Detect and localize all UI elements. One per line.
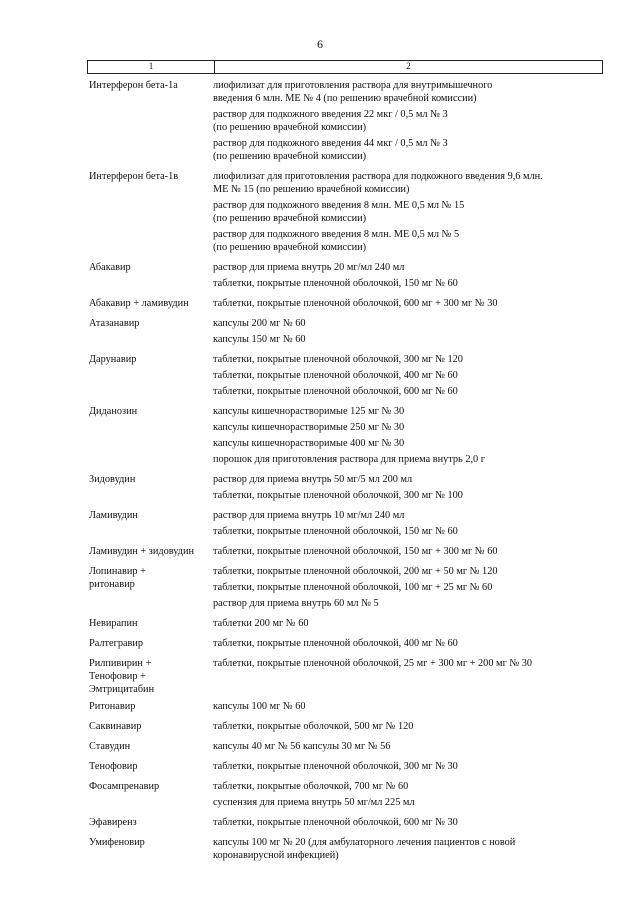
dosage-forms	[213, 405, 603, 469]
dosage-form-item: таблетки, покрытые пленочной оболочкой, 100 мг + 25 мг № 60	[213, 582, 493, 593]
drug-name: Диданозин	[89, 406, 138, 417]
drug-table	[87, 60, 603, 865]
drug-name: Фосампренавир	[89, 781, 160, 792]
dosage-form-item: капсулы 40 мг № 56 капсулы 30 мг № 56	[213, 741, 391, 752]
dosage-form-item: раствор для приема внутрь 50 мг/5 мл 200 мл	[213, 474, 413, 485]
dosage-form-item: таблетки, покрытые пленочной оболочкой, 300 мг № 100	[213, 490, 463, 501]
drug-name: Ламивудин + зидовудин	[89, 546, 195, 557]
drug-name: Ставудин	[89, 741, 131, 752]
table-row	[87, 700, 603, 716]
dosage-forms	[213, 79, 603, 166]
drug-name: Умифеновир	[89, 837, 145, 848]
dosage-form-item: суспензия для приема внутрь 50 мг/мл 225 мл	[213, 797, 415, 808]
drug-name: Невирапин	[89, 618, 138, 629]
table-row	[87, 740, 603, 756]
table-row	[87, 317, 603, 349]
drug-name: Абакавир + ламивудин	[89, 298, 189, 309]
dosage-form-item: порошок для приготовления раствора для приема внутрь 2,0 г	[213, 454, 485, 465]
dosage-form-item: капсулы кишечнорастворимые 250 мг № 30	[213, 422, 405, 433]
dosage-form-item: таблетки, покрытые пленочной оболочкой, 300 мг № 120	[213, 354, 463, 365]
table-row	[87, 405, 603, 469]
drug-name: Саквинавир	[89, 721, 142, 732]
dosage-forms	[213, 261, 603, 293]
column-header-1: 1	[88, 61, 215, 73]
dosage-forms	[213, 545, 603, 561]
dosage-form-item: таблетки, покрытые пленочной оболочкой, 600 мг № 30	[213, 817, 458, 828]
drug-name: Ламивудин	[89, 510, 138, 521]
dosage-forms	[213, 740, 603, 756]
dosage-forms	[213, 509, 603, 541]
dosage-form-item: капсулы кишечнорастворимые 400 мг № 30	[213, 438, 405, 449]
dosage-forms	[213, 657, 603, 696]
table-row	[87, 261, 603, 293]
drug-name: Эфавиренз	[89, 817, 137, 828]
dosage-form-item: таблетки, покрытые пленочной оболочкой, 150 мг + 300 мг № 60	[213, 546, 498, 557]
drug-name: Рилпивирин + Тенофовир + Эмтрицитабин	[89, 658, 155, 695]
dosage-forms	[213, 836, 603, 865]
dosage-forms	[213, 317, 603, 349]
table-row	[87, 617, 603, 633]
dosage-form-item: капсулы 200 мг № 60	[213, 318, 306, 329]
column-header-2: 2	[406, 61, 411, 71]
dosage-form-item: таблетки, покрытые пленочной оболочкой, 400 мг № 60	[213, 370, 458, 381]
drug-name: Интерферон бета-1в	[89, 171, 179, 182]
table-row	[87, 780, 603, 812]
dosage-form-item: раствор для подкожного введения 22 мкг / 0,5 мл № 3 (по решению врачебной комиссии)	[213, 109, 448, 133]
drug-name: Ритонавир	[89, 701, 136, 712]
table-row	[87, 297, 603, 313]
dosage-forms	[213, 816, 603, 832]
dosage-forms	[213, 700, 603, 716]
table-row	[87, 545, 603, 561]
drug-name: Ралтегравир	[89, 638, 144, 649]
dosage-form-item: раствор для подкожного введения 8 млн. МЕ 0,5 мл № 15 (по решению врачебной комиссии)	[213, 200, 465, 224]
table-body	[87, 79, 603, 865]
dosage-form-item: таблетки, покрытые оболочкой, 500 мг № 120	[213, 721, 414, 732]
dosage-form-item: таблетки, покрытые пленочной оболочкой, 150 мг № 60	[213, 278, 458, 289]
dosage-forms	[213, 353, 603, 401]
dosage-form-item: раствор для подкожного введения 8 млн. МЕ 0,5 мл № 5 (по решению врачебной комиссии)	[213, 229, 460, 253]
dosage-form-item: лиофилизат для приготовления раствора для подкожного введения 9,6 млн. МЕ № 15 (по решению врачебной комиссии)	[213, 171, 543, 195]
dosage-form-item: лиофилизат для приготовления раствора для внутримышечного введения 6 млн. МЕ № 4 (по решению врачебной комиссии)	[213, 80, 493, 104]
dosage-form-item: таблетки 200 мг № 60	[213, 618, 309, 629]
dosage-form-item: таблетки, покрытые пленочной оболочкой, 300 мг № 30	[213, 761, 458, 772]
table-row	[87, 720, 603, 736]
drug-name: Абакавир	[89, 262, 131, 273]
dosage-forms	[213, 780, 603, 812]
dosage-form-item: раствор для приема внутрь 20 мг/мл 240 мл	[213, 262, 405, 273]
drug-name: Зидовудин	[89, 474, 136, 485]
table-row	[87, 836, 603, 865]
table-row	[87, 657, 603, 696]
dosage-forms	[213, 637, 603, 653]
table-header	[87, 60, 603, 74]
page-number: 6	[317, 37, 323, 51]
table-row	[87, 509, 603, 541]
drug-name: Лопинавир + ритонавир	[89, 566, 146, 590]
dosage-form-item: таблетки, покрытые пленочной оболочкой, 25 мг + 300 мг + 200 мг № 30	[213, 658, 533, 669]
dosage-form-item: капсулы 100 мг № 20 (для амбулаторного лечения пациентов с новой коронавирусной инфекцией)	[213, 837, 516, 861]
dosage-form-item: таблетки, покрытые пленочной оболочкой, 200 мг + 50 мг № 120	[213, 566, 498, 577]
dosage-form-item: раствор для приема внутрь 60 мл № 5	[213, 598, 379, 609]
table-row	[87, 353, 603, 401]
drug-name: Атазанавир	[89, 318, 140, 329]
dosage-form-item: капсулы 150 мг № 60	[213, 334, 306, 345]
dosage-form-item: капсулы кишечнорастворимые 125 мг № 30	[213, 406, 405, 417]
dosage-form-item: таблетки, покрытые пленочной оболочкой, 600 мг + 300 мг № 30	[213, 298, 498, 309]
drug-name: Интерферон бета-1а	[89, 80, 178, 91]
table-row	[87, 637, 603, 653]
dosage-forms	[213, 565, 603, 613]
dosage-form-item: таблетки, покрытые оболочкой, 700 мг № 60	[213, 781, 409, 792]
table-row	[87, 816, 603, 832]
dosage-forms	[213, 720, 603, 736]
table-row	[87, 79, 603, 166]
table-row	[87, 760, 603, 776]
dosage-form-item: раствор для подкожного введения 44 мкг / 0,5 мл № 3 (по решению врачебной комиссии)	[213, 138, 448, 162]
table-row	[87, 170, 603, 257]
dosage-form-item: раствор для приема внутрь 10 мг/мл 240 мл	[213, 510, 405, 521]
drug-name: Тенофовир	[89, 761, 138, 772]
dosage-form-item: капсулы 100 мг № 60	[213, 701, 306, 712]
table-row	[87, 473, 603, 505]
dosage-form-item: таблетки, покрытые пленочной оболочкой, 150 мг № 60	[213, 526, 458, 537]
dosage-forms	[213, 170, 603, 257]
table-row	[87, 565, 603, 613]
dosage-form-item: таблетки, покрытые пленочной оболочкой, 600 мг № 60	[213, 386, 458, 397]
dosage-forms	[213, 297, 603, 313]
dosage-forms	[213, 617, 603, 633]
drug-name: Дарунавир	[89, 354, 137, 365]
dosage-forms	[213, 473, 603, 505]
dosage-forms	[213, 760, 603, 776]
dosage-form-item: таблетки, покрытые пленочной оболочкой, 400 мг № 60	[213, 638, 458, 649]
